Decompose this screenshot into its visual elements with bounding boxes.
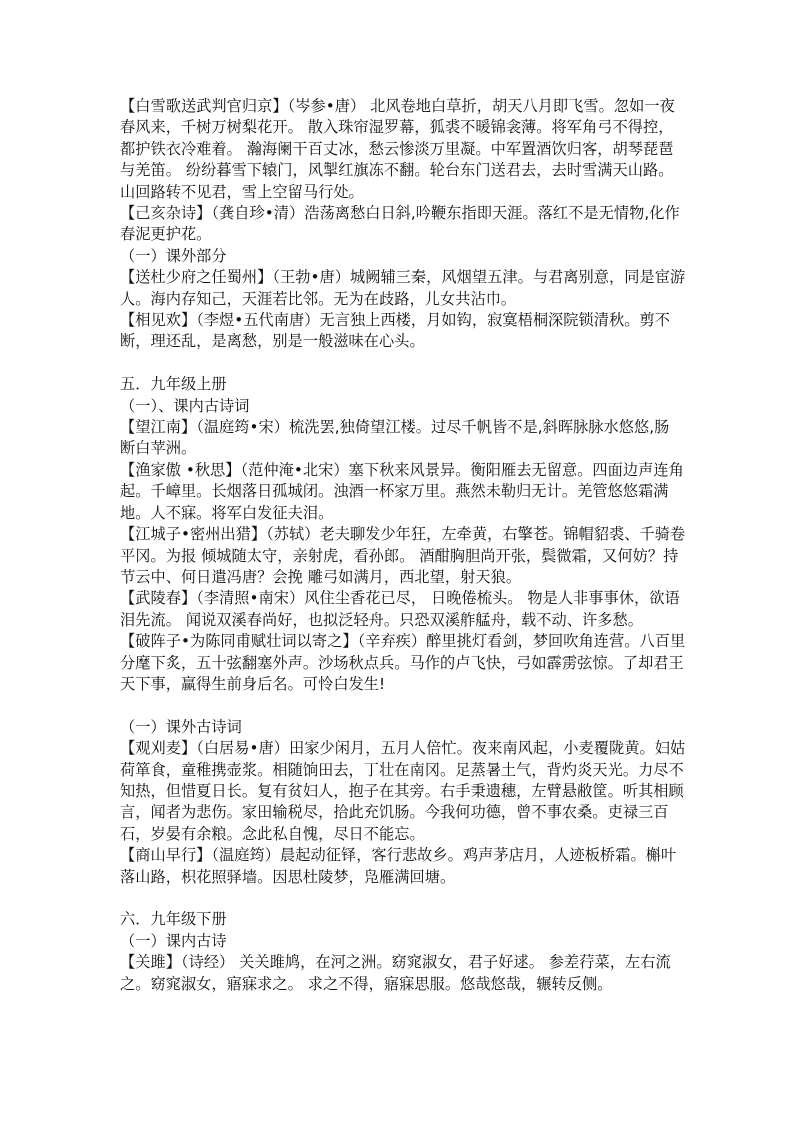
section-heading-grade9-vol2: 六．九年级下册 xyxy=(120,910,227,929)
poem-pozhenzi: 【破阵子•为陈同甫赋壮词以寄之】（辛弃疾）醉里挑灯看剑，梦回吹角连营。八百里分麾下炙，五十弦翻塞外声。沙场秋点兵。马作的卢飞快，弓如霹雳弦惊。了却君王天下事，赢得生前身后名。可怜白发生! xyxy=(120,632,686,693)
poem-guanju: 【关雎】（诗经） 关关雎鸠，在河之洲。窈窕淑女，君子好逑。 参差荇菜，左右流之。窈窕淑女，寤寐求之。 求之不得，寤寐思服。悠哉悠哉，辗转反侧。 xyxy=(120,953,671,993)
subsection-heading: （一）课内古诗 xyxy=(120,931,227,950)
poem-jiangchengzi: 【江城子•密州出猎】（苏轼）老夫聊发少年狂，左牵黄，右擎苍。锦帽貂裘、千骑卷平冈。为报 倾城随太守，亲射虎，看孙郎。 酒酣胸胆尚开张，鬓微霜，又何妨？持节云中、何日遣冯唐？会挽 雕弓如满月，西北望，射天狼。 xyxy=(120,525,686,586)
poem-wangjiangnan: 【望江南】（温庭筠•宋）梳洗罢,独倚望江楼。过尽千帆皆不是,斜晖脉脉水悠悠,肠 断白苹洲。 xyxy=(120,418,670,458)
spacer xyxy=(120,353,686,374)
poem-jihai-zashi: 【己亥杂诗】（龚自珍•清）浩荡离愁白日斜,吟鞭东指即天涯。落红不是无情物,化作春泥更护花。 xyxy=(120,204,680,244)
poem-guanyimai: 【观刈麦】（白居易•唐）田家少闲月，五月人倍忙。夜来南风起，小麦覆陇黄。妇姑荷箪食，童稚携壶浆。相随饷田去，丁壮在南冈。足蒸暑土气，背灼炎天光。力尽不知热，但惜夏日长。复有贫妇人，抱子在其旁。右手秉遗穗，左臂悬敝筐。听其相顾言，闻者为悲伤。家田输税尽，拾此充饥肠。今我何功德，曾不事农桑。吏禄三百石，岁晏有余粮。念此私自愧，尽日不能忘。 xyxy=(120,739,686,843)
document-page xyxy=(120,96,686,995)
poem-xiangjianhuan: 【相见欢】（李煜•五代南唐）无言独上西楼，月如钩，寂寞梧桐深院锁清秋。剪不断，理还乱，是离愁，别是一般滋味在心头。 xyxy=(120,311,670,351)
poem-song-dushaofu: 【送杜少府之任蜀州】（王勃•唐）城阙辅三秦，风烟望五津。与君离别意，同是宦游人。海内存知己，天涯若比邻。无为在歧路，儿女共沾巾。 xyxy=(120,268,686,308)
spacer xyxy=(120,888,686,909)
poem-baixuege: 【白雪歌送武判官归京】（岑参•唐） 北风卷地白草折，胡天八月即飞雪。忽如一夜春风来，千树万树梨花开。 散入珠帘湿罗幕，狐裘不暖锦衾薄。将军角弓不得控，都护铁衣冷难着。 瀚海阑干百丈冰，愁云惨淡万里凝。中军置酒饮归客，胡琴琵琶与羌笛。 纷纷暮雪下辕门，风掣红旗冻不翻。轮台东门送君去，去时雪满天山路。 山回路转不见君，雪上空留马行处。 xyxy=(120,97,675,201)
poem-yujiaao: 【渔家傲 •秋思】（范仲淹•北宋）塞下秋来风景异。衡阳雁去无留意。四面边声连角起。千嶂里。长烟落日孤城闭。浊酒一杯家万里。燕然未勒归无计。羌管悠悠霜满地。人不寐。将军白发征夫泪。 xyxy=(120,460,684,522)
subsection-heading: （一）课外部分 xyxy=(120,246,227,265)
subsection-heading: （一）课外古诗词 xyxy=(120,717,242,736)
poem-shangshan-zaoxing: 【商山早行】（温庭筠）晨起动征铎，客行悲故乡。鸡声茅店月，人迹板桥霜。槲叶落山路，枳花照驿墙。因思杜陵梦，凫雁满回塘。 xyxy=(120,846,677,886)
subsection-heading: （一）、课内古诗词 xyxy=(120,396,250,415)
section-heading-grade9-vol1: 五．九年级上册 xyxy=(120,375,227,394)
spacer xyxy=(120,695,686,716)
poem-wulingchun: 【武陵春】（李清照•南宋）风住尘香花已尽， 日晚倦梳头。 物是人非事事休，欲语泪先流。 闻说双溪春尚好，也拟泛轻舟。只恐双溪舴艋舟，载不动、许多愁。 xyxy=(120,589,680,629)
